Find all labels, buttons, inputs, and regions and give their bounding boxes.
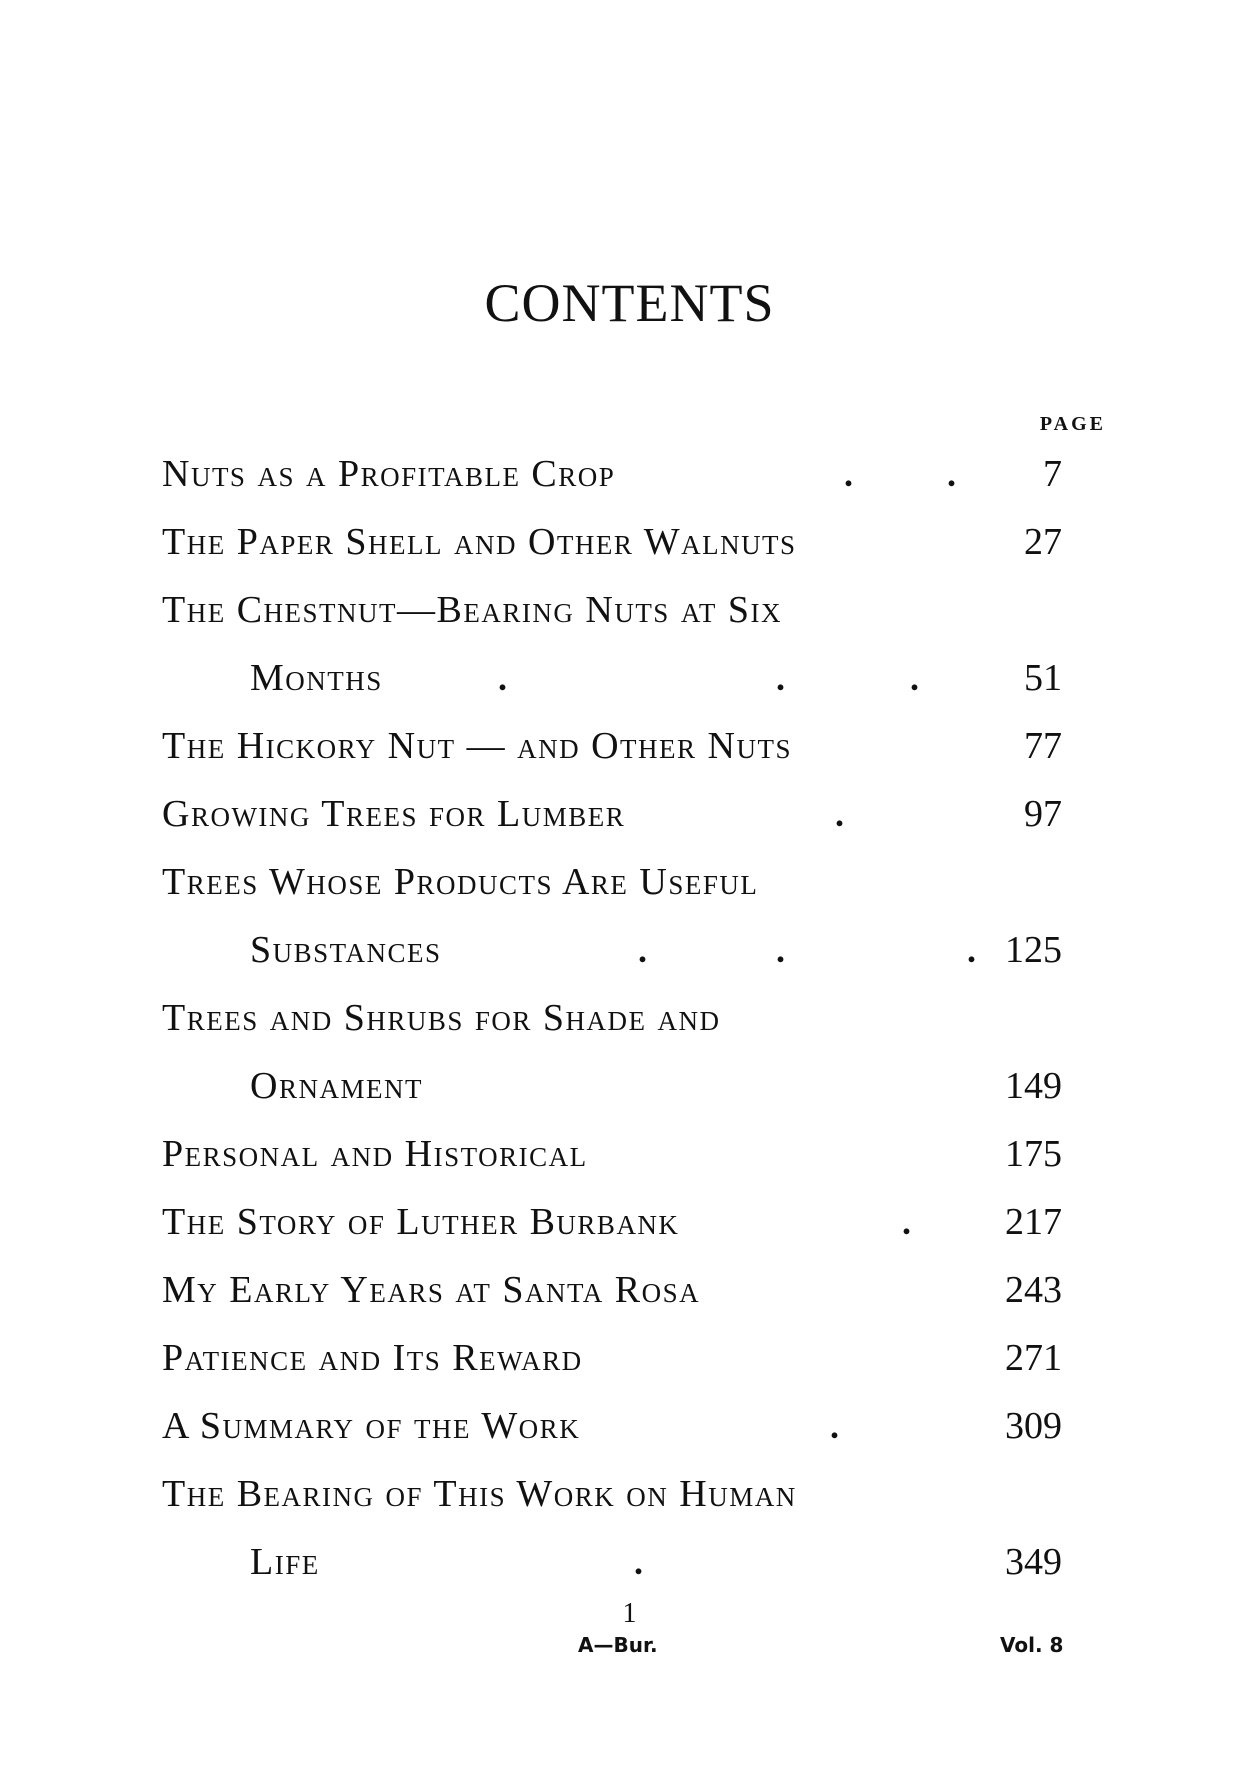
leader-dots: . (902, 1202, 913, 1242)
volume-label: Vol. 8 (1000, 1633, 1064, 1657)
leader-dots: . . . (498, 658, 921, 698)
toc-entry (162, 440, 1112, 508)
toc-entry-title: The Story of Luther Burbank (162, 1201, 680, 1243)
toc-entry-title: Ornament (250, 1065, 423, 1107)
leader-dots: . (835, 794, 846, 834)
toc-entry-page: 27 (1024, 521, 1062, 563)
toc-entry-title: A Summary of the Work (162, 1405, 581, 1447)
page-title: CONTENTS (484, 273, 775, 333)
leader-dots: . (830, 1406, 841, 1446)
toc-entry-title: The Paper Shell and Other Walnuts (162, 521, 797, 563)
toc-entry (162, 984, 1112, 1052)
toc-entry-title: The Chestnut—Bearing Nuts at Six (162, 589, 782, 631)
toc-entry-page: 243 (1005, 1269, 1062, 1311)
toc-entry-title: Patience and Its Reward (162, 1337, 583, 1379)
toc-entry-title: Growing Trees for Lumber (162, 793, 626, 835)
toc-entry-title: Trees and Shrubs for Shade and (162, 997, 721, 1039)
toc-entry-continuation (162, 1052, 1112, 1120)
toc-entry-title: Substances (250, 929, 442, 971)
toc-entry (162, 1188, 1112, 1256)
toc-entry-page: 97 (1024, 793, 1062, 835)
toc-entry-continuation (162, 644, 1112, 712)
toc-entry-title: The Bearing of This Work on Human (162, 1473, 797, 1515)
toc-entry-page: 7 (1043, 453, 1062, 495)
toc-entry-continuation (162, 916, 1112, 984)
toc-entry-title: Trees Whose Products Are Useful (162, 861, 759, 903)
toc-entry (162, 576, 1112, 644)
toc-entry-page: 149 (1005, 1065, 1062, 1107)
leader-dots: . . . (638, 930, 978, 970)
toc-entry (162, 1324, 1112, 1392)
toc-entry-page: 349 (1005, 1541, 1062, 1583)
toc-entry-page: 217 (1005, 1201, 1062, 1243)
toc-entry (162, 508, 1112, 576)
toc-entry-title: Nuts as a Profitable Crop (162, 453, 616, 495)
signature-mark: A—Bur. (578, 1633, 658, 1657)
toc-entry (162, 780, 1112, 848)
toc-entry-page: 271 (1005, 1337, 1062, 1379)
leader-dots: . . (844, 454, 958, 494)
toc-entry-page: 175 (1005, 1133, 1062, 1175)
leader-dots: . (634, 1542, 645, 1582)
toc-entry-title: My Early Years at Santa Rosa (162, 1269, 701, 1311)
toc-entry-title: Personal and Historical (162, 1133, 588, 1175)
toc-entry (162, 712, 1112, 780)
toc-entry-page: 77 (1024, 725, 1062, 767)
toc-entry-title: Months (250, 657, 383, 699)
toc-entry-page: 51 (1024, 657, 1062, 699)
toc-entry (162, 1392, 1112, 1460)
table-of-contents (162, 440, 1112, 1596)
toc-entry (162, 848, 1112, 916)
toc-entry-title: Life (250, 1541, 320, 1583)
page-column-label: PAGE (1039, 413, 1106, 435)
toc-entry-title: The Hickory Nut — and Other Nuts (162, 725, 792, 767)
toc-entry (162, 1120, 1112, 1188)
toc-entry (162, 1256, 1112, 1324)
toc-entry (162, 1460, 1112, 1528)
toc-entry-page: 309 (1005, 1405, 1062, 1447)
toc-entry-page: 125 (1005, 929, 1062, 971)
toc-entry-continuation (162, 1528, 1112, 1596)
page-number: 1 (622, 1598, 637, 1629)
